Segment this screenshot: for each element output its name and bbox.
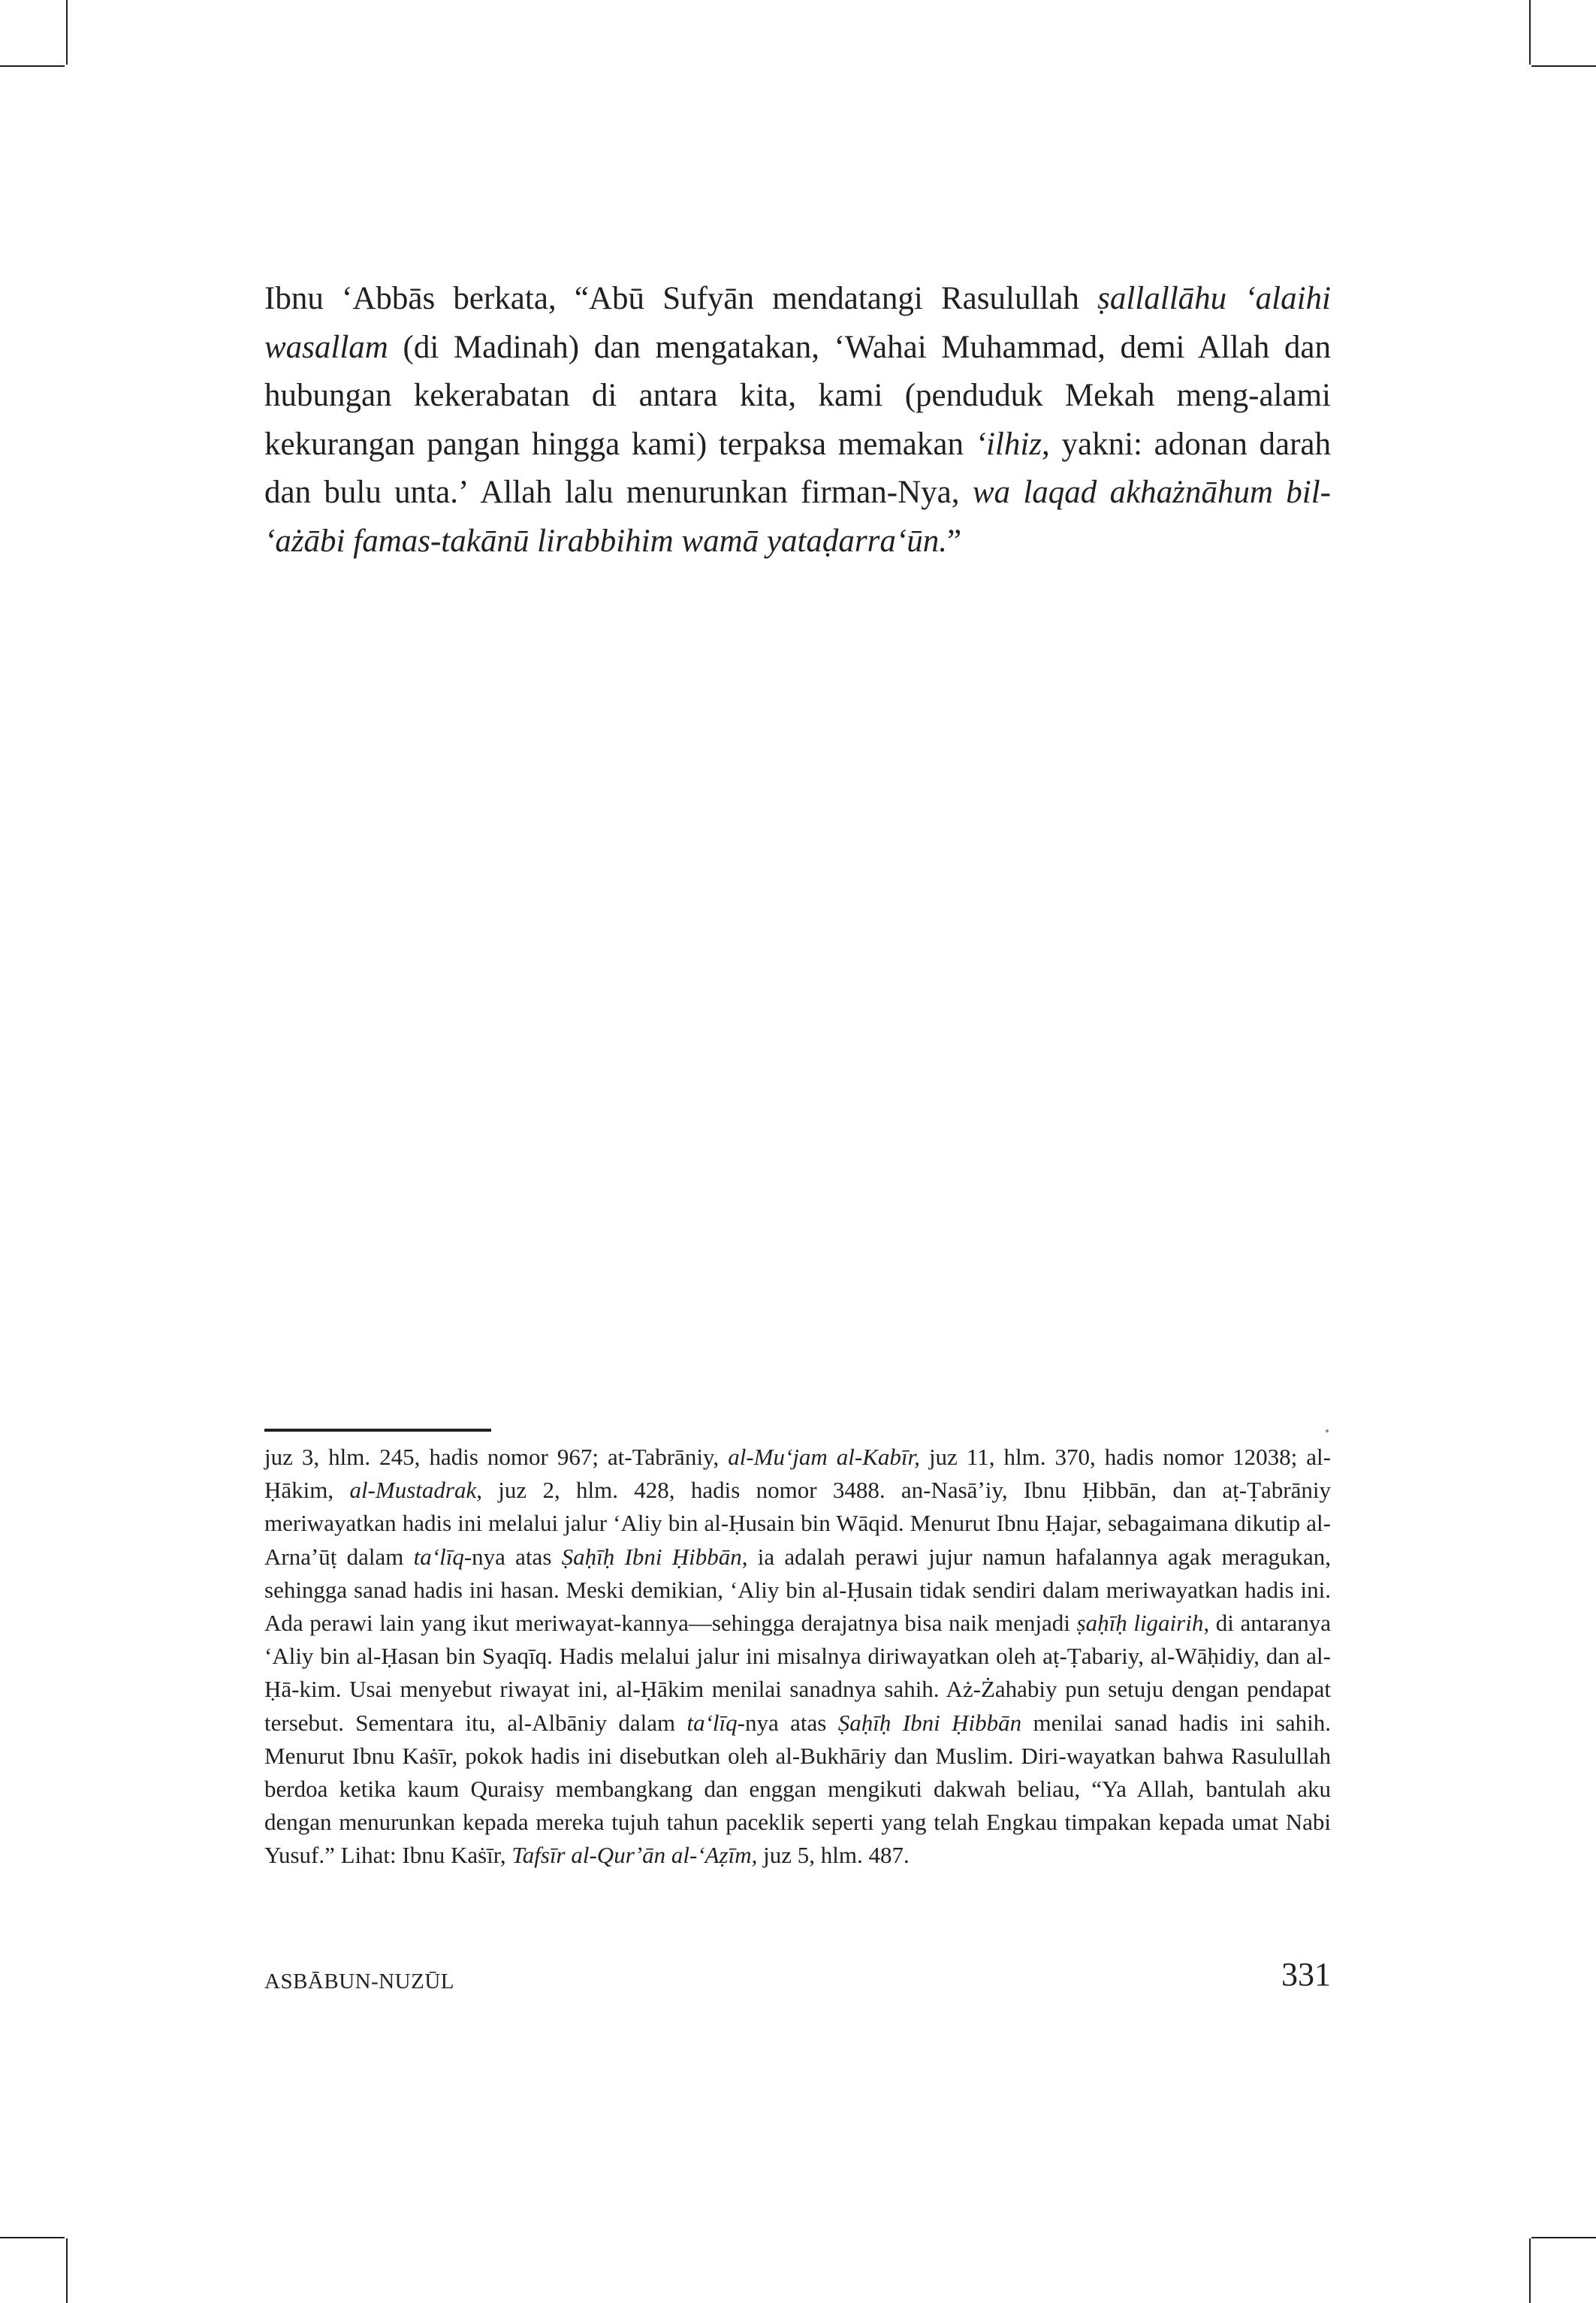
main-text-segment: (di Madinah) dan mengatakan, ʻWahai Muhammad, demi Allah dan hubungan kekerabatan di antara kita, kami (penduduk Mekah meng-alami kekurangan pangan hingga kami) terpaksa memakan [264, 329, 1331, 462]
footnote-segment: menilai sanad hadis ini sahih. Menurut Ibnu Kaṡīr, pokok hadis ini disebutkan oleh al-Bukhāriy dan Muslim. Diri-wayatkan bahwa Rasulullah berdoa ketika kaum Quraisy membangkang dan enggan mengikuti dakwah beliau, “Ya Allah, bantulah aku dengan menurunkan kepada mereka tujuh tahun paceklik seperti yang telah Engkau timpakan kepada umat Nabi Yusuf.” Lihat: Ibnu Kaṡīr, [264, 1709, 1332, 1869]
footnote-segment: juz 11, hlm. 370, hadis nomor 12038; al-Ḥākim, [264, 1444, 1331, 1504]
crop-mark-bottom-right-horizontal [1531, 2237, 1596, 2238]
footnote-italic: taʻlīq [686, 1709, 738, 1736]
footnote-segment: juz 5, hlm. 487. [757, 1842, 910, 1869]
footnote-segment: , di antaranya ʻAliy bin al-Ḥasan bin Syaqīq. Hadis melalui jalur ini misalnya diriwayatkan oleh aṭ-Ṭabariy, al-Wāḥidiy, dan al-Ḥā-kim. Usai menyebut riwayat ini, al-Ḥākim menilai sanadnya sahih. Aż-Żahabiy pun setuju dengan pendapat tersebut. Sementara itu, al-Albāniy dalam [264, 1610, 1331, 1736]
crop-mark-bottom-left-horizontal [0, 2237, 65, 2238]
footnote-segment: juz 3, hlm. 245, hadis nomor 967; at-Tabrāniy, [264, 1444, 729, 1470]
footnote-segment: -nya atas [463, 1543, 562, 1570]
crop-mark-top-left-horizontal [0, 65, 65, 67]
crop-mark-top-right-horizontal [1531, 65, 1596, 67]
crop-mark-bottom-left-vertical [66, 2238, 68, 2303]
main-text-segment: Ibnu ʻAbbās berkata, “Abū Sufyān mendatangi Rasulullah [264, 281, 1098, 316]
crop-mark-bottom-right-vertical [1529, 2238, 1531, 2303]
main-text-segment: ” [946, 523, 962, 559]
footnote-italic: Tafsīr al-Qurʼān al-ʻAẓīm, [511, 1842, 758, 1869]
crop-mark-top-left-vertical [66, 0, 68, 65]
footnote-italic: ṣaḥīḥ ligairih [1076, 1610, 1204, 1637]
footnote-segment: juz 2, hlm. 428, hadis nomor 3488. an-Nasāʼiy, Ibnu Ḥibbān, dan aṭ-Ṭabrāniy meriwayatkan hadis ini melalui jalur ʻAliy bin al-Ḥusain bin Wāqid. Menurut Ibnu Ḥajar, sebagaimana dikutip al-Arnaʼūṭ dalam [264, 1477, 1332, 1570]
footnote-italic: al-Mustadrak, [349, 1477, 482, 1504]
footnote-italic: taʻlīq [413, 1543, 464, 1570]
crop-mark-top-right-vertical [1529, 0, 1531, 65]
main-paragraph [264, 275, 1331, 566]
main-text-italic: ṣallallāhu ʻalaihi wasallam [264, 281, 1331, 365]
running-title: ASBĀBUN-NUZŪL [264, 1969, 454, 1994]
footnote-dot [1326, 1429, 1329, 1432]
main-text-italic: ʻilhiz [975, 426, 1042, 462]
page-number: 331 [1281, 1956, 1331, 1993]
main-text-segment: , yakni: adonan darah dan bulu unta.ʼ Allah lalu menurunkan firman-Nya, [264, 426, 1332, 510]
footnote-segment: -nya atas [737, 1709, 838, 1736]
footnote-segment: , ia adalah perawi jujur namun hafalannya agak meragukan, sehingga sanad hadis ini hasan. Meski demikian, ʻAliy bin al-Ḥusain tidak sendiri dalam meriwayatkan hadis ini. Ada perawi lain yang ikut meriwayat-kannya—sehingga derajatnya bisa naik menjadi [264, 1543, 1331, 1637]
footnote-italic: Ṣaḥīḥ Ibni Ḥibbān [561, 1543, 742, 1570]
footnote [264, 1441, 1331, 1873]
main-text-italic: wa laqad akhażnāhum bil-ʻażābi famas-takānū lirabbihim wamā yataḍarraʻūn. [264, 475, 1331, 559]
footnote-italic: Ṣaḥīḥ Ibni Ḥibbān [837, 1709, 1022, 1736]
footnote-italic: al-Muʻjam al-Kabīr, [728, 1444, 920, 1470]
footnote-separator [264, 1429, 491, 1432]
